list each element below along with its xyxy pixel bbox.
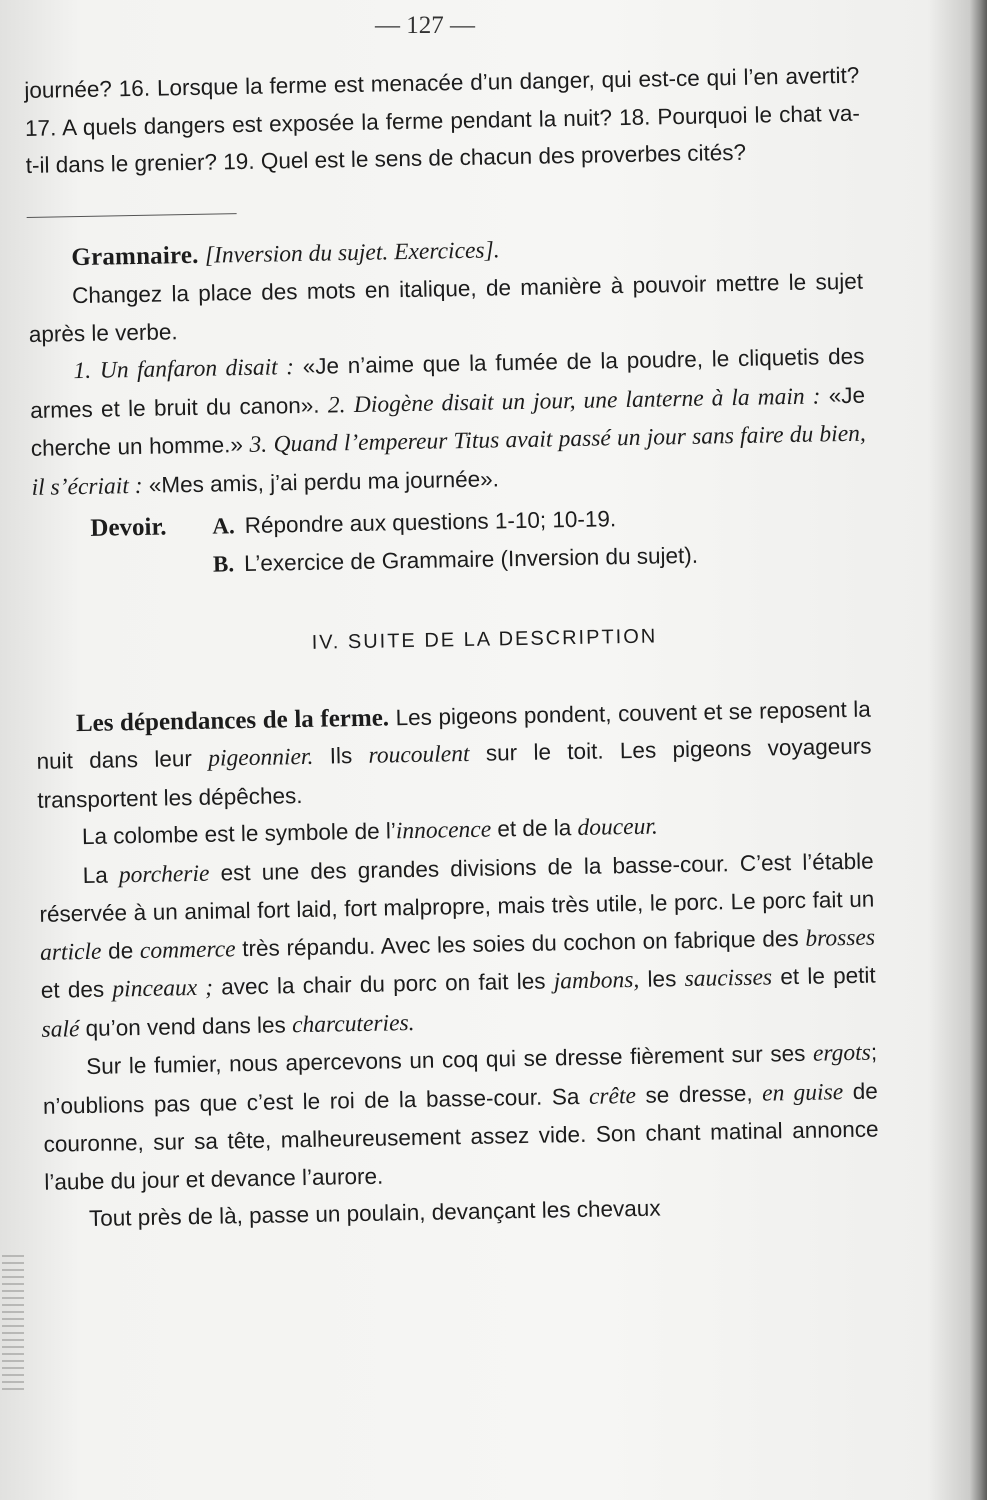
p1-italic-2: roucoulent: [368, 740, 470, 769]
homework-b-text: L’exercice de Grammaire (Inversion du sujet).: [243, 542, 699, 576]
p3-italic-7: saucisses: [684, 964, 773, 993]
book-gutter: [969, 0, 987, 1500]
p3-text-j: qu’on vend dans les: [85, 1011, 287, 1041]
homework: [90, 496, 868, 585]
page-number: — 127 —: [375, 12, 475, 39]
exercise-1-text: «Je n’aime que la fumée de la poudre, le cliquetis des armes et le bruit du canon».: [29, 343, 865, 423]
grammar-subtitle: [Inversion du sujet. Exercices].: [204, 236, 500, 269]
exercise-3-text: «Mes amis, j’ai perdu ma journée».: [148, 465, 500, 498]
exercise-3-italic: Quand l’empereur Titus avait passé un jour sans faire du bien, il s’écriait :: [31, 420, 866, 501]
grammar-instruction: Changez la place des mots en italique, de manière à pouvoir mettre le sujet après le verbe.: [28, 268, 864, 347]
homework-a-text: Répondre aux questions 1-10; 10-19.: [244, 506, 617, 539]
p3-text-c: de: [107, 937, 134, 964]
page-body: [24, 57, 880, 1239]
p4-text-c: se dresse,: [645, 1080, 753, 1108]
section-divider: [27, 213, 237, 218]
homework-title: Devoir.: [90, 513, 167, 542]
p2-text-a: La colombe est le symbole de l’: [81, 818, 397, 850]
p1-text-a: Les pigeons pondent, couvent et se reposent la nuit dans leur: [36, 696, 872, 774]
p2-italic-2: douceur.: [577, 813, 658, 841]
binding-edge: [2, 1255, 24, 1390]
section-paragraph-5: Tout près de là, passe un poulain, devançant les chevaux: [88, 1195, 661, 1231]
section-lead: Les dépendances de la ferme.: [75, 703, 390, 737]
p3-italic-5: pinceaux ;: [112, 974, 214, 1003]
p3-italic-2: article: [39, 938, 102, 966]
grammar-exercises: [29, 338, 867, 507]
exercise-3-number: 3.: [249, 431, 268, 458]
p4-text-a: Sur le fumier, nous apercevons un coq qui se dresse fièrement sur ses: [86, 1040, 806, 1080]
exercise-2-text: «Je cherche un homme.»: [30, 382, 866, 461]
section-paragraph-3: [38, 842, 876, 1049]
p3-text-a: La: [82, 862, 108, 888]
section-paragraph-1: [36, 690, 873, 819]
p3-text-h: et le petit: [780, 962, 876, 990]
p4-text-b: ; n’oublions pas que c’est le roi de la basse-cour. Sa: [42, 1039, 878, 1119]
p1-italic-1: pigeonnier.: [208, 743, 314, 772]
p1-text-b: Ils: [329, 743, 353, 769]
grammar-title: Gramnaire.: [71, 241, 199, 271]
p1-text-c: sur le toit. Les pigeons voyageurs transportent les dépêches.: [37, 733, 872, 813]
exercise-1-number: 1.: [73, 357, 92, 385]
p2-italic-1: innocence: [395, 816, 492, 845]
p3-text-e: et des: [40, 976, 105, 1003]
p3-text-d: très répandu. Avec les soies du cochon on fabrique des: [242, 925, 799, 961]
p3-text-g: les: [647, 966, 677, 992]
exercise-2-italic: Diogène disait un jour, une lanterne à la main :: [353, 382, 821, 418]
homework-a-letter: A.: [212, 513, 235, 539]
p4-italic-2: crête: [588, 1082, 637, 1110]
p2-text-b: et de la: [497, 815, 572, 842]
p3-italic-8: salé: [41, 1015, 80, 1043]
p3-italic-1: porcherie: [118, 860, 210, 888]
p3-text-b: est une des grandes divisions de la basse-cour. C’est l’étable réservée à un animal fort laid, fort malpropre, mais très utile, le porc. Le porc fait un: [39, 848, 875, 927]
p4-italic-1: ergots: [812, 1039, 872, 1067]
exercise-1-italic: Un fanfaron disait :: [99, 354, 295, 384]
p3-italic-6: jambons,: [553, 966, 640, 995]
p3-text-f: avec la chair du porc on fait les: [220, 968, 546, 1000]
p4-italic-3: en guise: [761, 1078, 844, 1107]
exercise-2-number: 2.: [327, 391, 346, 418]
homework-b-letter: B.: [212, 550, 235, 577]
questions-tail: journée? 16. Lorsque la ferme est menacée d’un danger, qui est-ce qui l’en avertit? 17. A quels dangers est exposée la ferme pendant la nuit? 18. Pourquoi le chat va-t-il dans le grenier? 19. Quel est le sens de chacun des proverbes cités?: [24, 62, 861, 178]
p3-italic-4: brosses: [805, 924, 876, 952]
p4-text-d: de couronne, sur sa tête, malheureusement assez vide. Son chant matinal annonce l’aube du jour et devance l’aurore.: [43, 1078, 879, 1195]
section-paragraph-4: [42, 1034, 880, 1201]
p3-italic-3: commerce: [139, 935, 236, 964]
p3-italic-9: charcuteries.: [291, 1009, 415, 1038]
chapter-title: IV. SUITE DE LA DESCRIPTION: [311, 625, 658, 654]
